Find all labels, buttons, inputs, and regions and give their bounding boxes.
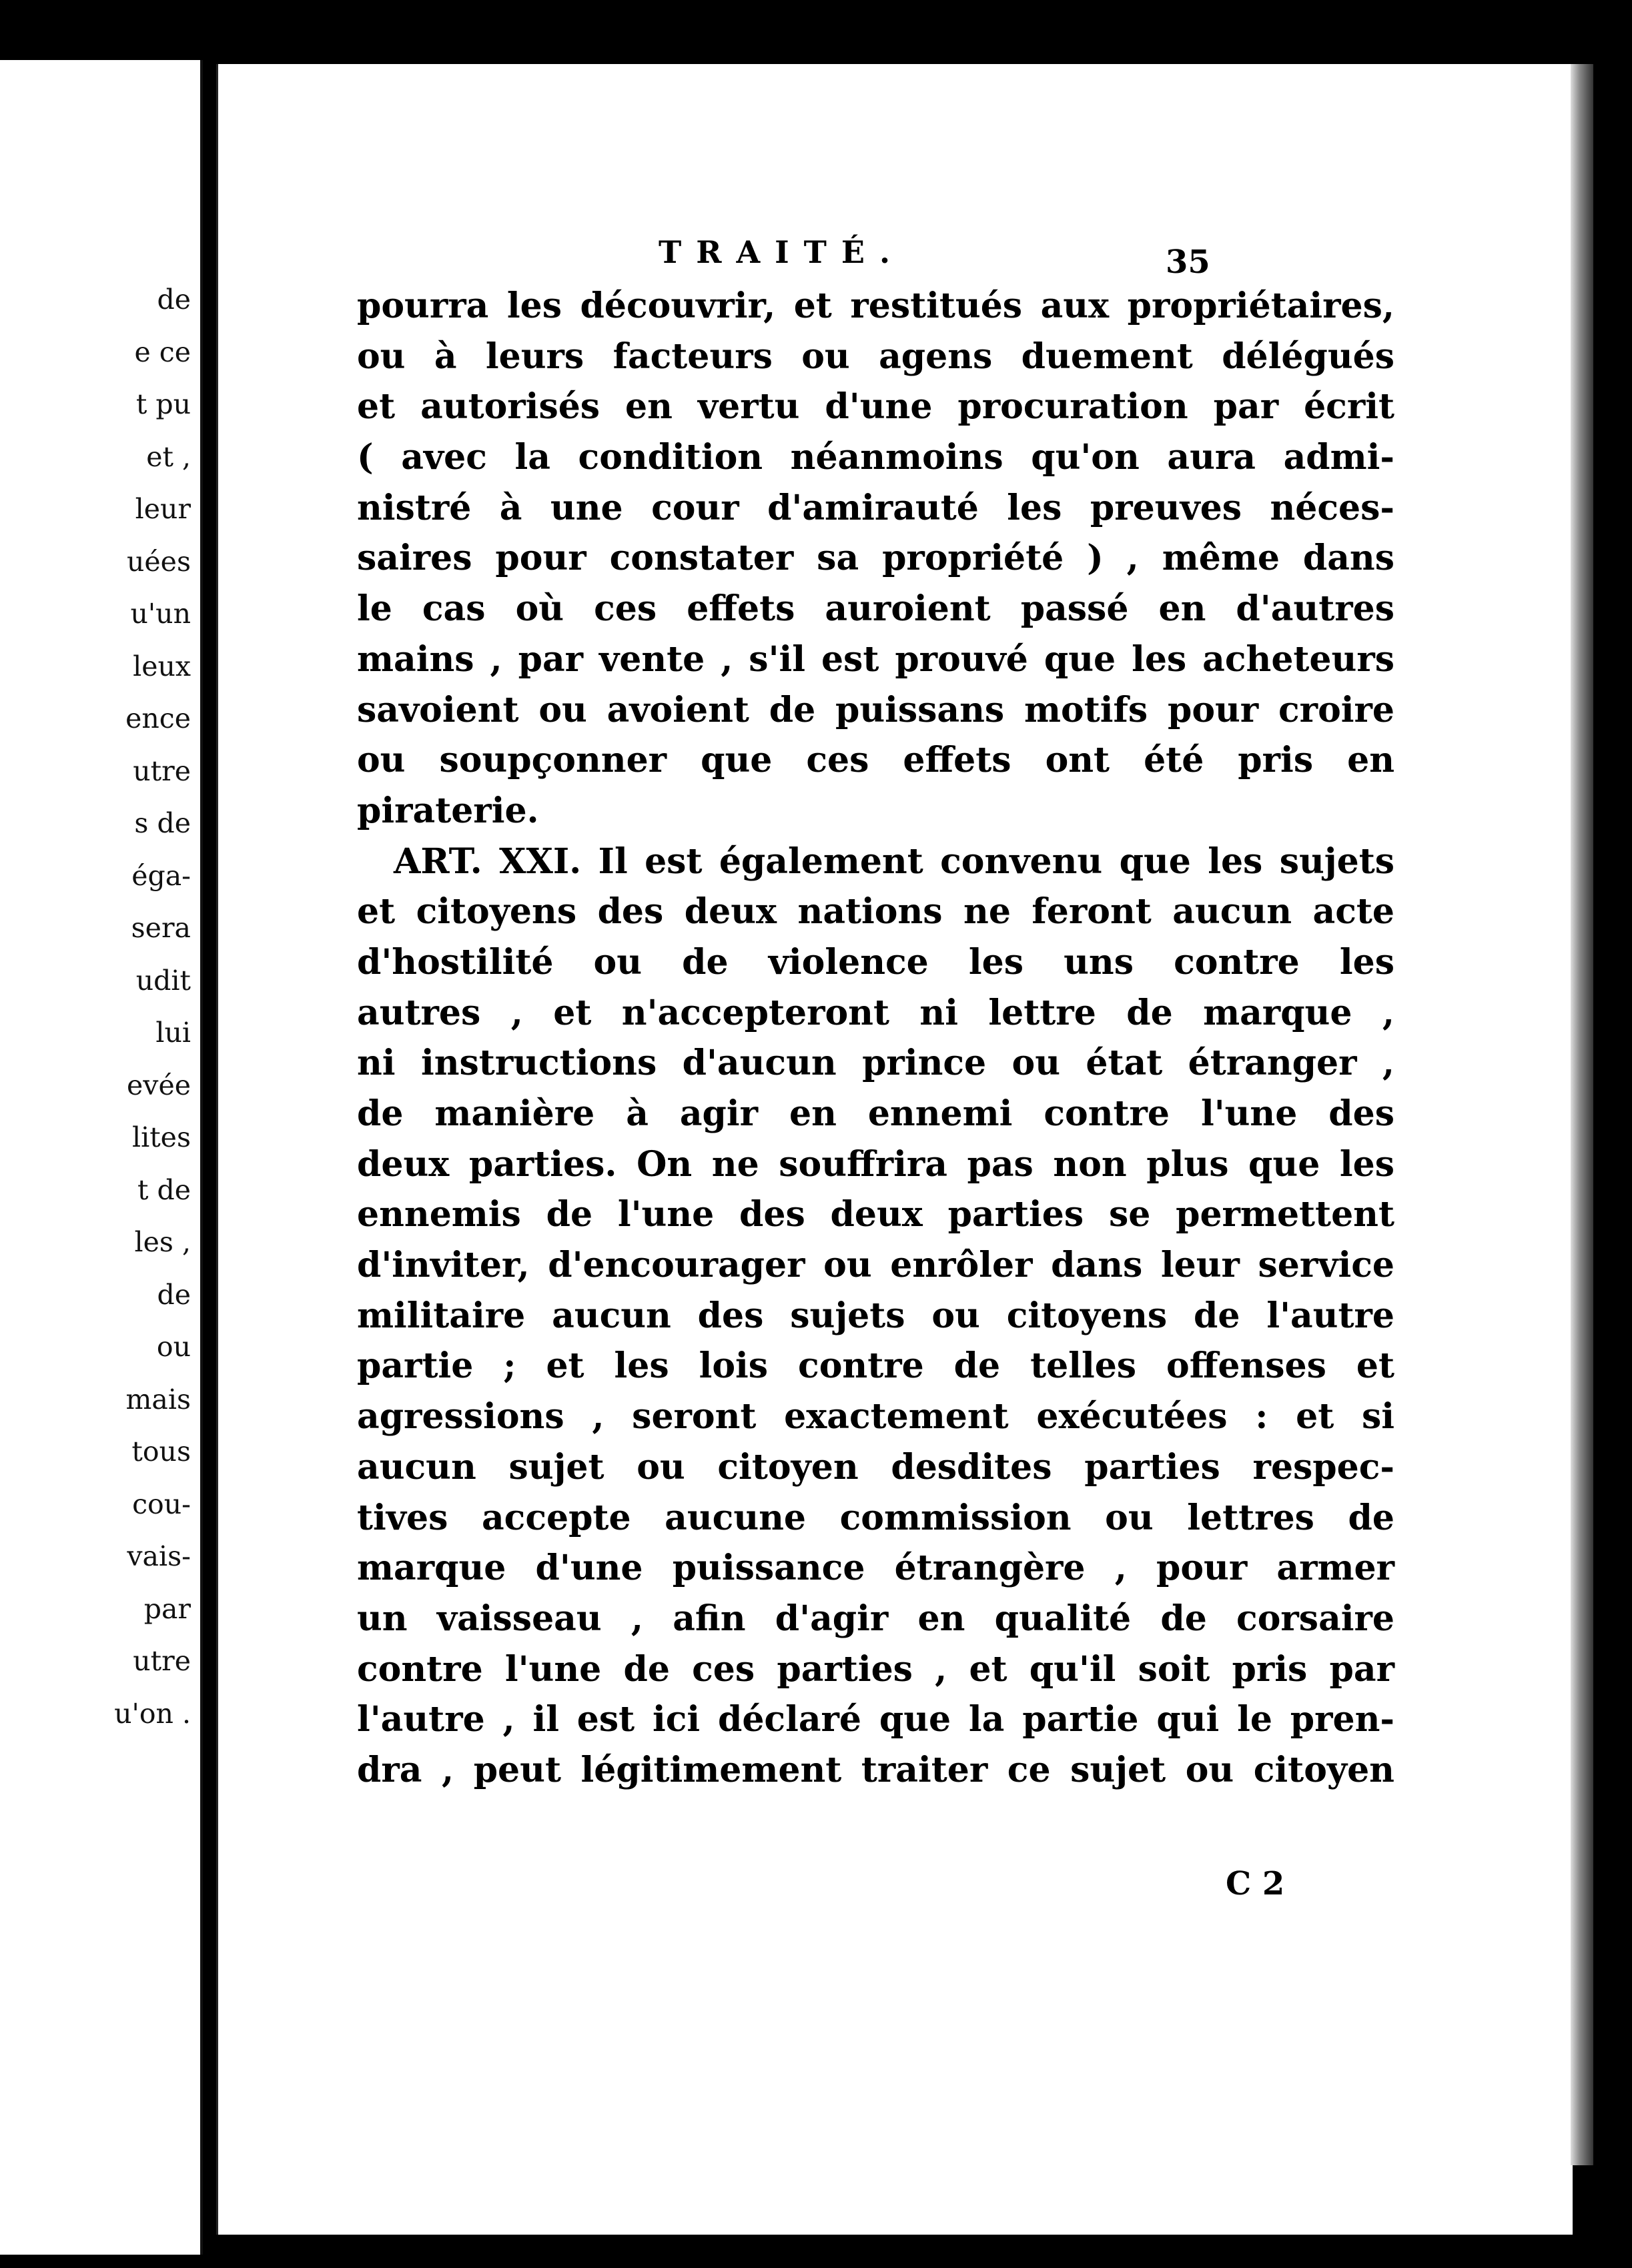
text-line: ART. XXI. Il est également convenu que les sujets xyxy=(394,840,1394,882)
text-line: ennemis de l'une des deux parties se permettent xyxy=(357,1194,1394,1235)
text-line: le cas où ces effets auroient passé en d'autres xyxy=(357,588,1394,630)
page-number: 35 xyxy=(1166,243,1210,281)
signature-mark: C 2 xyxy=(1226,1865,1285,1902)
facing-page-line: vais- xyxy=(127,1540,191,1572)
facing-page-line: sera xyxy=(131,912,191,944)
text-line: dra , peut légitimement traiter ce sujet ou citoyen xyxy=(357,1749,1394,1790)
facing-page-line: u'on . xyxy=(114,1697,191,1730)
facing-page-line: leur xyxy=(135,493,191,525)
facing-page-line: éga- xyxy=(131,859,191,892)
running-title: TRAITÉ. xyxy=(659,234,905,270)
text-line: pourra les découvrir, et restitués aux propriétaires, xyxy=(357,286,1394,326)
facing-page-line: leux xyxy=(133,650,191,682)
facing-page-line: t de xyxy=(137,1173,191,1206)
text-line: de manière à agir en ennemi contre l'une des xyxy=(357,1093,1394,1134)
facing-page-line: mais xyxy=(125,1383,191,1415)
facing-page-line: utre xyxy=(133,1645,191,1677)
text-line: saires pour constater sa propriété ) , même dans xyxy=(357,538,1394,579)
facing-page-line: de xyxy=(157,284,191,316)
facing-page-line: t pu xyxy=(135,388,191,420)
text-line: agressions , seront exactement exécutées : et si xyxy=(357,1396,1394,1438)
text-line: deux parties. On ne souffrira pas non plus que les xyxy=(357,1143,1394,1185)
facing-page-fragment xyxy=(0,60,203,2255)
text-line: d'inviter, d'encourager ou enrôler dans leur service xyxy=(357,1245,1394,1286)
text-line: ou à leurs facteurs ou agens duement délégués xyxy=(357,336,1394,377)
text-line: ni instructions d'aucun prince ou état étranger , xyxy=(357,1043,1394,1084)
facing-page-line: utre xyxy=(133,754,191,787)
text-line: tives accepte aucune commission ou lettres de xyxy=(357,1497,1394,1538)
text-line: et autorisés en vertu d'une procuration par écrit xyxy=(357,386,1394,428)
text-line: un vaisseau , afin d'agir en qualité de corsaire xyxy=(357,1598,1394,1639)
facing-page-line: evée xyxy=(127,1069,191,1101)
text-line: militaire aucun des sujets ou citoyens de l'autre xyxy=(357,1295,1394,1336)
facing-page-line: de xyxy=(157,1278,191,1311)
facing-page-line: et , xyxy=(146,440,191,473)
facing-page-line: s de xyxy=(134,807,191,839)
text-line: et citoyens des deux nations ne feront aucun acte xyxy=(357,891,1394,933)
facing-page-line: tous xyxy=(131,1436,191,1468)
page-edge-shadow xyxy=(1571,64,1593,2165)
facing-page-line: e ce xyxy=(134,336,191,368)
text-line: piraterie. xyxy=(357,790,539,831)
body-text xyxy=(357,281,1394,1796)
facing-page-line: les , xyxy=(134,1226,191,1258)
facing-page-line: udit xyxy=(135,964,191,997)
facing-page-line: uées xyxy=(127,545,191,578)
facing-page-text xyxy=(114,273,191,1740)
facing-page-line: lui xyxy=(155,1017,191,1049)
text-line: partie ; et les lois contre de telles offenses et xyxy=(357,1345,1394,1387)
page-header xyxy=(218,234,1573,288)
text-line: autres , et n'accepteront ni lettre de marque , xyxy=(357,992,1394,1033)
facing-page-line: par xyxy=(143,1592,191,1625)
facing-page-line: ence xyxy=(125,702,191,734)
facing-page-line: u'un xyxy=(130,598,191,630)
book-page xyxy=(216,64,1573,2235)
facing-page-line: cou- xyxy=(132,1488,191,1520)
text-line: ou soupçonner que ces effets ont été pris en xyxy=(357,740,1394,781)
text-line: mains , par vente , s'il est prouvé que les acheteurs xyxy=(357,638,1394,680)
text-line: d'hostilité ou de violence les uns contre les xyxy=(357,941,1394,983)
text-line: l'autre , il est ici déclaré que la partie qui le pren- xyxy=(357,1699,1394,1740)
text-line: aucun sujet ou citoyen desdites parties respec- xyxy=(357,1446,1394,1488)
facing-page-line: ou xyxy=(156,1331,191,1363)
text-line: nistré à une cour d'amirauté les preuves néces- xyxy=(357,487,1394,528)
text-line: ( avec la condition néanmoins qu'on aura admi- xyxy=(357,437,1394,478)
text-line: marque d'une puissance étrangère , pour armer xyxy=(357,1548,1394,1589)
text-line: savoient ou avoient de puissans motifs pour croire xyxy=(357,689,1394,730)
text-line: contre l'une de ces parties , et qu'il soit pris par xyxy=(357,1648,1394,1690)
facing-page-line: lites xyxy=(131,1121,191,1153)
